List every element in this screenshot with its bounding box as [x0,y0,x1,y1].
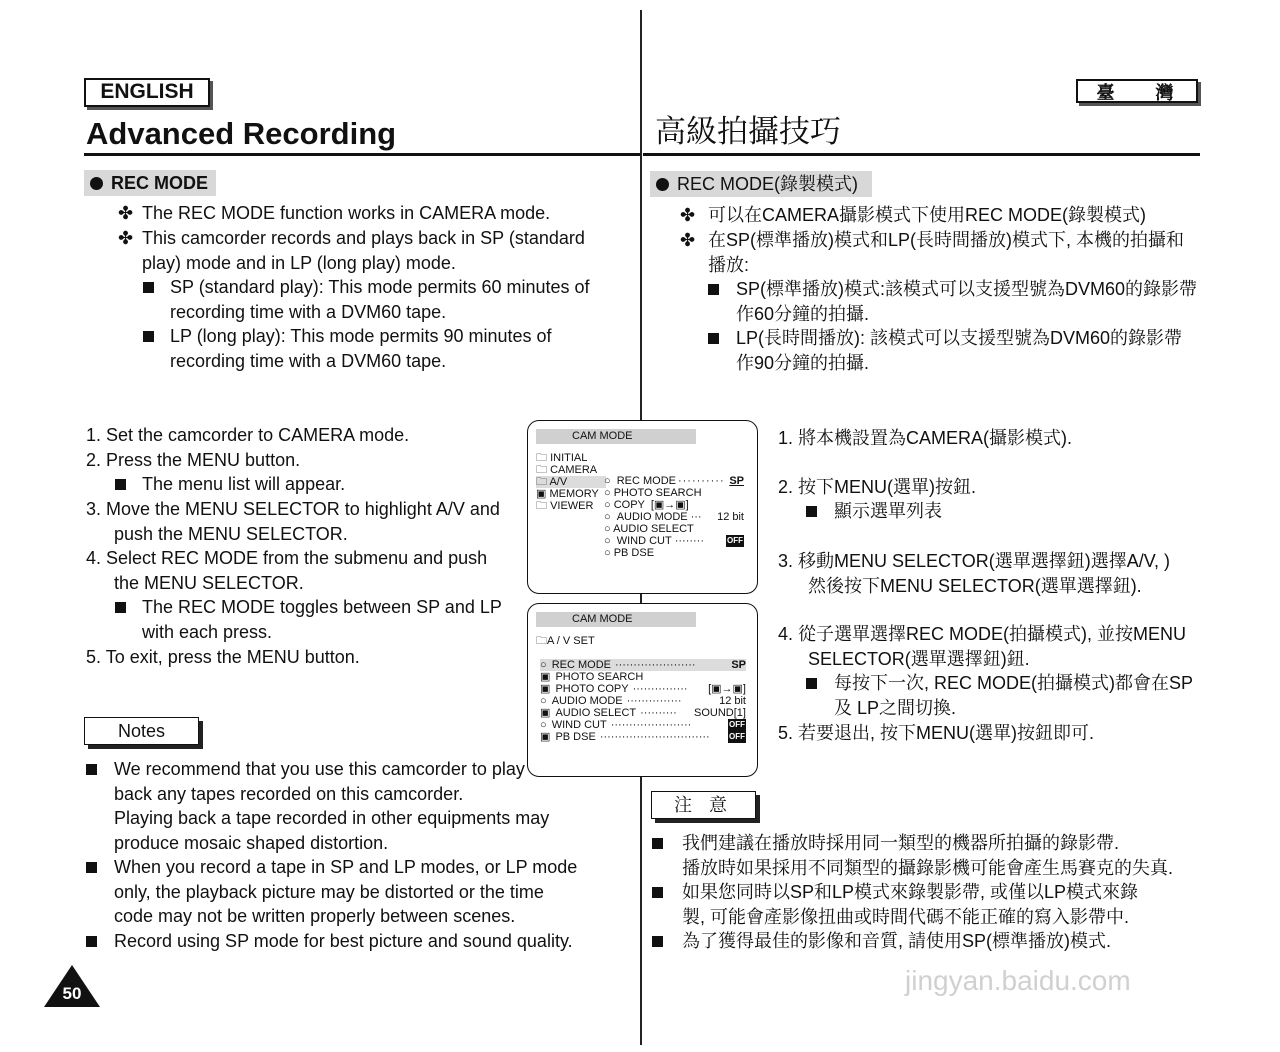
notes-label: Notes [84,717,199,745]
setting-row: ▣ AUDIO SELECT ·········· SOUND[1] [540,707,746,719]
screen-settings-list [540,659,746,743]
square-bullet-icon [115,602,126,613]
square-bullet-icon [708,284,719,295]
screen-title: CAM MODE [536,429,696,444]
note-item-tw [652,929,1192,954]
intro-text: The REC MODE function works in CAMERA mode. [142,203,551,223]
note-text: Record using SP mode for best picture and sound quality. [114,931,573,951]
note-item-tw [652,880,1172,929]
intro-item-tw [680,228,1200,277]
step-item-tw: 4. 從子選單選擇REC MODE(拍攝模式), 並按MENU SELECTOR(選單選擇鈕)鈕. [778,624,1187,669]
submenu-row: ○ REC MODE ·········· SP [604,475,744,487]
square-bullet-icon [143,331,154,342]
note-item [86,929,616,954]
note-text-continued: Playing back a tape recorded in other equipments may produce mosaic shaped distortion. [114,808,550,853]
setting-row: ○ AUDIO MODE ··············· 12 bit [540,695,746,707]
submenu-row: ○ WIND CUT ········ OFF [604,535,743,547]
note-item [86,855,616,929]
square-bullet-icon [708,333,719,344]
step-item: 4. Select REC MODE from the submenu and push the MENU SELECTOR. [86,548,488,593]
section-header-label: REC MODE(錄製模式) [677,174,858,194]
submenu-row: ○ AUDIO MODE ··· 12 bit [604,511,744,523]
step-item: 2. Press the MENU button. [86,450,301,470]
note-text-tw: 我們建議在播放時採用同一類型的機器所拍攝的錄影帶. [682,833,1119,853]
step-subitem-text: The menu list will appear. [142,474,346,494]
mode-text: LP (long play): This mode permits 90 minutes of recording time with a DVM60 tape. [170,326,552,371]
step-subitem [115,595,505,644]
square-bullet-icon [652,936,663,947]
setting-row: ▣ PB DSE ······························ OFF [540,731,745,743]
language-tag-english: ENGLISH [84,78,210,107]
cross-bullet-icon: ✤ [118,228,134,248]
step-subitem-tw [806,671,1196,720]
submenu-row: ○ PHOTO SEARCH [604,487,702,499]
mode-text-tw: SP(標準播放)模式:該模式可以支援型號為DVM60的錄影帶作60分鐘的拍攝. [736,279,1198,324]
screen-menu-item-selected: 🗀 A/V [536,476,606,488]
step-item-tw: 5. 若要退出, 按下MENU(選單)按鈕即可. [778,723,1095,743]
step-item-tw: 1. 將本機設置為CAMERA(攝影模式). [778,428,1073,448]
square-bullet-icon [115,479,126,490]
square-bullet-icon [806,678,817,689]
step-item-tw: 3. 移動MENU SELECTOR(選單選擇鈕)選擇A/V, )然後按下MENU SELECTOR(選單選擇鈕). [778,551,1171,596]
square-bullet-icon [652,887,663,898]
step-item: 1. Set the camcorder to CAMERA mode. [86,425,410,445]
folder-icon: 🗀 [536,452,547,464]
screen-title: CAM MODE [536,612,696,627]
folder-icon: 🗀 [536,476,547,488]
step-subitem-tw [806,499,1196,524]
memory-icon: ▣ [536,488,547,500]
intro-text-tw: 在SP(標準播放)模式和LP(長時間播放)模式下, 本機的拍攝和播放: [708,230,1185,275]
mode-item-tw [708,326,1198,375]
intro-item-tw [680,203,1200,228]
screen-menu-item: 🗀 VIEWER [536,500,594,512]
note-text-tw: 為了獲得最佳的影像和音質, 請使用SP(標準播放)模式. [682,931,1112,951]
setting-row-selected: ○ REC MODE ······················ SP [540,659,746,671]
setting-row: ▣ PHOTO COPY ··············· [▣→▣] [540,683,746,695]
step-item-tw: 2. 按下MENU(選單)按鈕. [778,477,976,497]
cross-bullet-icon: ✤ [118,203,134,223]
square-bullet-icon [86,936,97,947]
screen-submenu [604,475,744,559]
cross-bullet-icon: ✤ [680,205,696,225]
screen-menu-item: 🗀 CAMERA [536,464,598,476]
folder-icon: 🗀 [536,464,547,476]
folder-icon: 🗀 [536,635,547,647]
intro-text-tw: 可以在CAMERA攝影模式下使用REC MODE(錄製模式) [708,205,1147,225]
bullet-dot-icon [90,177,103,190]
note-text: When you record a tape in SP and LP modes, or LP mode only, the playback picture may be distorted or the time code may not be written properly between scenes. [114,857,578,926]
screen-heading: 🗀A / V SET [536,635,595,647]
note-item [86,757,526,806]
step-subitem [115,472,515,497]
screen-menu-item: 🗀 INITIAL [536,452,588,464]
step-subitem-text-tw: 每按下一次, REC MODE(拍攝模式)都會在SP及 LP之間切換. [834,673,1194,718]
menu-screen-1 [527,420,758,594]
intro-item [118,226,628,275]
notes-label-tw: 注 意 [651,791,756,819]
square-bullet-icon [143,282,154,293]
screen-menu-list [536,452,606,512]
bullet-dot-icon [656,178,669,191]
section-header-label: REC MODE [111,173,209,193]
folder-icon: 🗀 [536,500,547,512]
watermark: jingyan.baidu.com [905,965,1131,996]
title-rule-right [643,153,1200,156]
square-bullet-icon [806,506,817,517]
intro-text: This camcorder records and plays back in SP (standard play) mode and in LP (long play) mode. [142,228,585,273]
page-title-chinese: 高級拍攝技巧 [655,114,841,149]
note-text-tw: 如果您同時以SP和LP模式來錄製影帶, 或僅以LP模式來錄製, 可能會產影像扭曲或時間代碼不能正確的寫入影帶中. [682,882,1139,927]
section-header-rec-mode-tw [650,171,872,197]
note-item-tw [652,831,1192,856]
mode-item [143,324,628,373]
mode-text-tw: LP(長時間播放): 該模式可以支援型號為DVM60的錄影帶作90分鐘的拍攝. [736,328,1183,373]
language-tag-taiwan: 臺 灣 [1076,79,1198,103]
mode-text: SP (standard play): This mode permits 60 minutes of recording time with a DVM60 tape. [170,277,590,322]
page-title-english: Advanced Recording [86,116,397,151]
setting-row: ○ WIND CUT ······················ OFF [540,719,745,731]
mode-item-tw [708,277,1198,326]
submenu-row: ○ PB DSE [604,547,655,559]
section-header-rec-mode [84,170,216,196]
title-rule-left [84,153,640,156]
submenu-row: ○ COPY [▣→▣] [604,499,689,511]
screen-menu-item: ▣ MEMORY [536,488,599,500]
intro-item [118,201,628,226]
submenu-row: ○ AUDIO SELECT [604,523,694,535]
step-item: 5. To exit, press the MENU button. [86,647,360,667]
note-text-continued-tw: 播放時如果採用不同類型的攝錄影機可能會產生馬賽克的失真. [682,858,1173,878]
square-bullet-icon [86,764,97,775]
step-item: 3. Move the MENU SELECTOR to highlight A/V and push the MENU SELECTOR. [86,499,500,544]
setting-row: ▣ PHOTO SEARCH [540,671,644,683]
menu-screen-2 [527,603,758,777]
square-bullet-icon [86,862,97,873]
step-subitem-text: The REC MODE toggles between SP and LP with each press. [142,597,502,642]
mode-item [143,275,613,324]
square-bullet-icon [652,838,663,849]
step-subitem-text-tw: 顯示選單列表 [834,501,942,521]
cross-bullet-icon: ✤ [680,230,696,250]
note-text: We recommend that you use this camcorder to play back any tapes recorded on this camcorder. [114,759,525,804]
page-number: 50 [62,984,82,1003]
